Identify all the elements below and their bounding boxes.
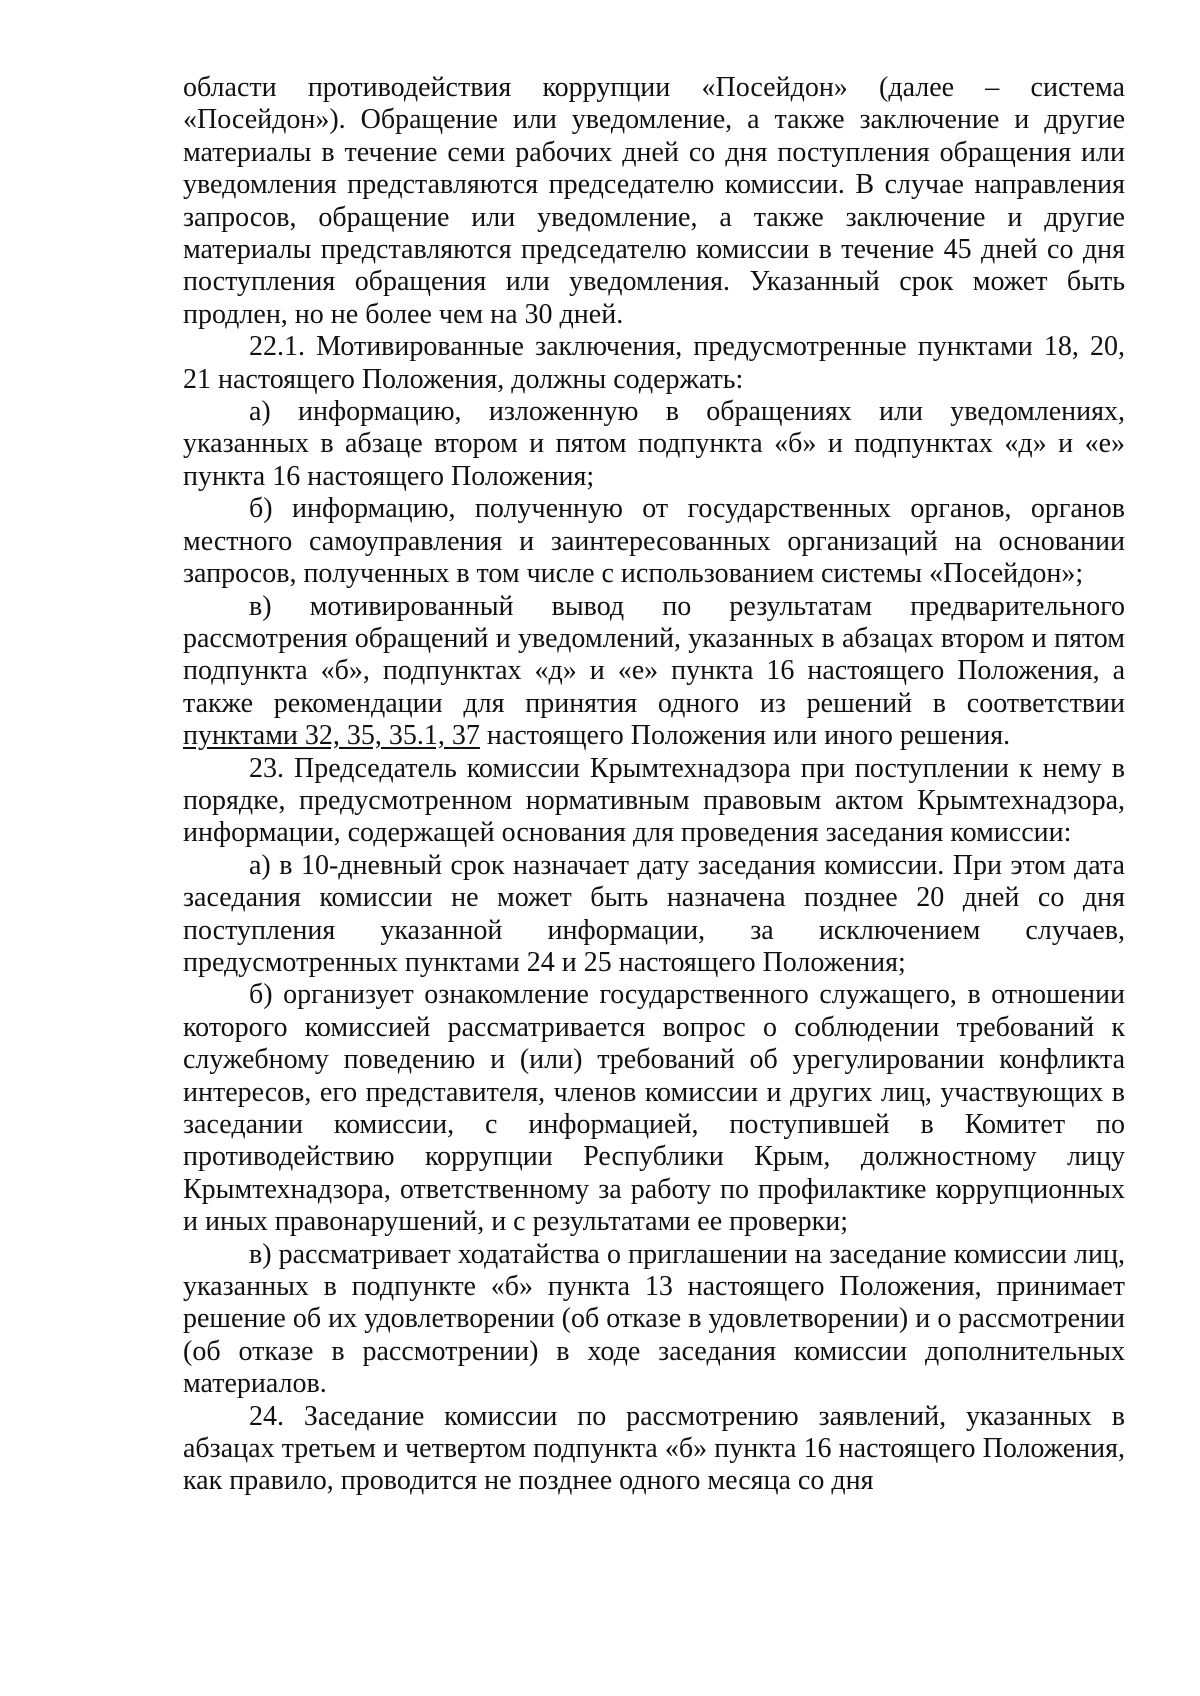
paragraph-22-1-b: б) информацию, полученную от государственных органов, органов местного самоуправления и заинтересованных организаций на основании запросов, полученных в том числе с использованием системы «Посейдон»; (183, 493, 1125, 590)
paragraph-22-1-a: а) информацию, изложенную в обращениях или уведомлениях, указанных в абзаце втором и пятом подпункта «б» и подпунктах «д» и «е» пункта 16 настоящего Положения; (183, 396, 1125, 492)
paragraph-23-b: б) организует ознакомление государственного служащего, в отношении которого комиссией рассматривается вопрос о соблюдении требований к служебному поведению и (или) требований об урегулировании конфликта интересов, его представителя, членов комиссии и других лиц, участвующих в заседании комиссии, с информацией, поступившей в Комитет по противодействию коррупции Республики Крым, должностному лицу Крымтехнадзора, ответственному за работу по профилактике коррупционных и иных правонарушений, и с результатами ее проверки; (183, 979, 1125, 1238)
paragraph-23-v: в) рассматривает ходатайства о приглашении на заседание комиссии лиц, указанных в подпункте «б» пункта 13 настоящего Положения, принимает решение об их удовлетворении (об отказе в удовлетворении) и о рассмотрении (об отказе в рассмотрении) в ходе заседания комиссии дополнительных материалов. (183, 1238, 1125, 1400)
paragraph-23: 23. Председатель комиссии Крымтехнадзора при поступлении к нему в порядке, предусмотренном нормативным правовым актом Крымтехнадзора, информации, содержащей основания для проведения заседания комиссии: (183, 752, 1125, 849)
paragraph-22-1-v-text: в) мотивированный вывод по результатам предварительного рассмотрения обращений и уведомлений, указанных в абзацах втором и пятом подпункта «б», подпунктах «д» и «е» пункта 16 настоящего Положения, а также рекомендации для принятия одного из решений в соответствии (183, 590, 1125, 719)
paragraph-24: 24. Заседание комиссии по рассмотрению заявлений, указанных в абзацах третьем и четвертом подпункта «б» пункта 16 настоящего Положения, как правило, проводится не позднее одного месяца со дня (183, 1400, 1125, 1497)
paragraph-22-1-v (183, 591, 1125, 753)
paragraph-intro: области противодействия коррупции «Посейдон» (далее – система «Посейдон»). Обращение или уведомление, а также заключение и другие материалы в течение семи рабочих дней со дня поступления обращения или уведомления представляются председателю комиссии. В случае направления запросов, обращение или уведомление, а также заключение и другие материалы представляются председателю комиссии в течение 45 дней со дня поступления обращения или уведомления. Указанный срок может быть продлен, но не более чем на 30 дней. (183, 72, 1125, 330)
document-page (183, 72, 1125, 1498)
paragraph-23-a: а) в 10-дневный срок назначает дату заседания комиссии. При этом дата заседания комиссии не может быть назначена позднее 20 дней со дня поступления указанной информации, за исключением случаев, предусмотренных пунктами 24 и 25 настоящего Положения; (183, 849, 1125, 978)
points-reference-link[interactable]: пунктами 32, 35, 35.1, 37 (183, 720, 480, 752)
paragraph-22-1-v-text-end: настоящего Положения или иного решения. (479, 720, 1011, 752)
paragraph-22-1: 22.1. Мотивированные заключения, предусмотренные пунктами 18, 20, 21 настоящего Положения, должны содержать: (183, 331, 1125, 395)
